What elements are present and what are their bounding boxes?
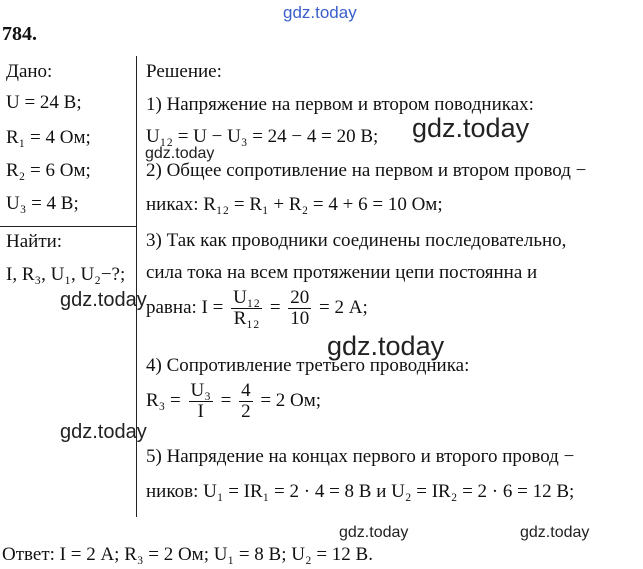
fraction-numerator: 20 xyxy=(290,287,310,308)
fraction-u3-i xyxy=(189,381,213,422)
watermark-top: gdz.today xyxy=(283,3,357,22)
given-u3: U₃ = 4 В; xyxy=(6,193,79,214)
step4-prefix: R₃ = xyxy=(146,389,181,411)
fraction-denominator: I xyxy=(197,401,204,422)
solution-step2-line2: никах: R₁₂ = R₁ + R₂ = 4 + 6 = 10 Ом; xyxy=(146,194,443,215)
answer-line: Ответ: I = 2 А; R₃ = 2 Ом; U₁ = 8 В; U₂ = 12 В. xyxy=(2,544,373,565)
step4-result: = 2 Ом; xyxy=(260,389,322,411)
watermark-6: gdz.today xyxy=(339,524,409,541)
watermark-3: gdz.today xyxy=(60,289,147,311)
fraction-denominator: R₁₂ xyxy=(233,308,260,329)
step3-prefix: равна: I = xyxy=(146,296,224,318)
horizontal-divider xyxy=(0,226,136,227)
vertical-divider xyxy=(136,56,137,517)
equals-sign: = xyxy=(269,296,281,318)
solution-step1-formula: U₁₂ = U − U₃ = 24 − 4 = 20 В; xyxy=(146,126,379,147)
solution-step3-line1: 3) Так как проводники соединены последовательно, xyxy=(146,230,567,251)
given-u: U = 24 В; xyxy=(6,92,82,113)
solution-step5-line1: 5) Напрядение на концах первого и второго провод − xyxy=(146,446,575,467)
fraction-denominator: 2 xyxy=(241,401,251,422)
fraction-numerator: U₁₂ xyxy=(233,287,261,308)
step3-result: = 2 А; xyxy=(319,296,368,318)
given-r2: R₂ = 6 Ом; xyxy=(6,160,91,181)
watermark-7: gdz.today xyxy=(520,524,590,541)
fraction-20-10 xyxy=(288,288,311,329)
watermark-1: gdz.today xyxy=(412,113,530,143)
watermark-4: gdz.today xyxy=(327,331,445,361)
fraction-numerator: U₃ xyxy=(190,380,211,401)
given-title: Дано: xyxy=(6,61,53,82)
solution-step4-formula xyxy=(146,381,321,422)
fraction-4-2 xyxy=(239,381,253,422)
solution-step3-line2: сила тока на всем протяжении цепи постоянна и xyxy=(146,262,538,283)
equals-sign: = xyxy=(220,389,232,411)
fraction-u12-r12 xyxy=(231,288,262,329)
find-items: I, R₃, U₁, U₂−?; xyxy=(6,264,126,285)
solution-step3-formula xyxy=(146,288,368,329)
watermark-5: gdz.today xyxy=(60,421,147,443)
solution-step4: 4) Сопротивление третьего проводника: xyxy=(146,355,470,376)
solution-step1: 1) Напряжение на первом и втором поводниках: xyxy=(146,94,534,115)
fraction-numerator: 4 xyxy=(241,380,251,401)
find-title: Найти: xyxy=(6,231,63,252)
solution-step2-line1: 2) Общее сопротивление на первом и втором провод − xyxy=(146,160,587,181)
given-r1: R₁ = 4 Ом; xyxy=(6,127,91,148)
problem-number: 784. xyxy=(2,23,37,45)
solution-title: Решение: xyxy=(146,61,222,82)
watermark-2: gdz.today xyxy=(145,145,215,162)
solution-step5-line2: ников: U₁ = IR₁ = 2 · 4 = 8 В и U₂ = IR₂ = 2 · 6 = 12 В; xyxy=(146,481,575,502)
fraction-denominator: 10 xyxy=(290,308,310,329)
